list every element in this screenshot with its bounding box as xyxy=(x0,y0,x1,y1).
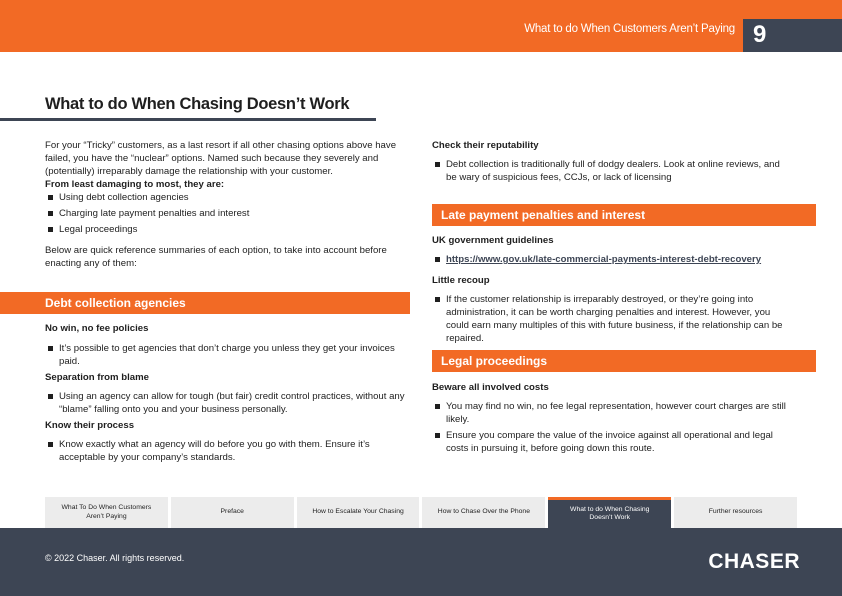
section-title: What to do When Customers Aren’t Paying xyxy=(524,23,735,35)
bullet-list xyxy=(432,400,792,455)
tab-how-to-chase-over-the-phone[interactable]: How to Chase Over the Phone xyxy=(422,497,545,528)
list-item: If the customer relationship is irreparably destroyed, or they’re going into administration, it can be worth charging penalties and interest. However, you could earn many multiples of this with future business, if the relationship can be repaired. xyxy=(432,293,792,345)
subheading: UK government guidelines xyxy=(432,235,554,246)
list-item: It’s possible to get agencies that don’t charge you unless they get your invoices paid. xyxy=(45,342,405,368)
late-payment-section-bar xyxy=(432,204,816,226)
section-heading: Debt collection agencies xyxy=(45,296,186,310)
summary-note: Below are quick reference summaries of each option, to take into account before enacting any of them: xyxy=(45,245,387,269)
bullet-list xyxy=(45,390,405,416)
list-item: Debt collection is traditionally full of dodgy dealers. Look at online reviews, and be wary of suspicious fees, CCJs, or lack of licensing xyxy=(432,158,792,184)
list-item: Legal proceedings xyxy=(45,223,405,236)
copyright-text: © 2022 Chaser. All rights reserved. xyxy=(45,553,185,563)
tab-preface[interactable]: Preface xyxy=(171,497,294,528)
list-item: You may find no win, no fee legal representation, however court charges are still likely. xyxy=(432,400,792,426)
header-band xyxy=(0,0,842,52)
left-column xyxy=(45,139,405,270)
section-heading: Legal proceedings xyxy=(441,354,548,368)
legal-proceedings-section-bar xyxy=(432,350,816,372)
legal-proceedings-content xyxy=(432,381,792,458)
chaser-logo: CHASER xyxy=(708,550,800,573)
list-item: Ensure you compare the value of the invoice against all operational and legal costs in pursuing it, before going down this route. xyxy=(432,429,792,455)
list-item: Charging late payment penalties and interest xyxy=(45,207,405,220)
late-payment-content xyxy=(432,234,792,348)
debt-collection-content xyxy=(45,322,405,467)
section-heading: Late payment penalties and interest xyxy=(441,208,646,222)
list-item: Using an agency can allow for tough (but fair) credit control practices, without any “blame” falling onto you and your business personally. xyxy=(45,390,405,416)
page-number: 9 xyxy=(753,21,767,48)
tab-what-to-do-when-chasing-doesnt-work[interactable]: What to do When Chasing Doesn’t Work xyxy=(548,497,671,528)
page-number-box xyxy=(743,19,842,52)
subheading: No win, no fee policies xyxy=(45,323,149,334)
options-heading: From least damaging to most, they are: xyxy=(45,179,225,190)
subheading: Check their reputability xyxy=(432,140,539,151)
tab-further-resources[interactable]: Further resources xyxy=(674,497,797,528)
subheading: Beware all involved costs xyxy=(432,382,549,393)
options-list xyxy=(45,191,405,236)
bullet-list xyxy=(45,342,405,368)
bullet-list xyxy=(432,293,792,345)
subheading: Know their process xyxy=(45,420,135,431)
page-title: What to do When Chasing Doesn’t Work xyxy=(45,95,350,113)
intro-paragraph: For your “Tricky” customers, as a last resort if all other chasing options above have failed, you have the “nuclear” options. Named such because they severely and (potentially) irreparably damage the relationship with your customer. xyxy=(45,140,397,177)
gov-guidelines-link[interactable]: https://www.gov.uk/late-commercial-payments-interest-debt-recovery xyxy=(446,254,762,265)
subheading: Separation from blame xyxy=(45,372,149,383)
title-underline xyxy=(0,118,376,121)
tab-how-to-escalate-your-chasing[interactable]: How to Escalate Your Chasing xyxy=(297,497,420,528)
list-item: Know exactly what an agency will do before you go with them. Ensure it’s acceptable by your company’s standards. xyxy=(45,438,405,464)
list-item xyxy=(432,253,792,266)
debt-collection-section-bar xyxy=(0,292,410,314)
section-nav-tabs xyxy=(45,497,797,528)
tab-what-to-do-when-customers-arent-paying[interactable]: What To Do When Customers Aren’t Paying xyxy=(45,497,168,528)
footer xyxy=(0,528,842,596)
bullet-list xyxy=(45,438,405,464)
subheading: Little recoup xyxy=(432,275,490,286)
list-item: Using debt collection agencies xyxy=(45,191,405,204)
bullet-list xyxy=(432,158,792,184)
right-column xyxy=(432,139,792,187)
bullet-list xyxy=(432,253,792,266)
